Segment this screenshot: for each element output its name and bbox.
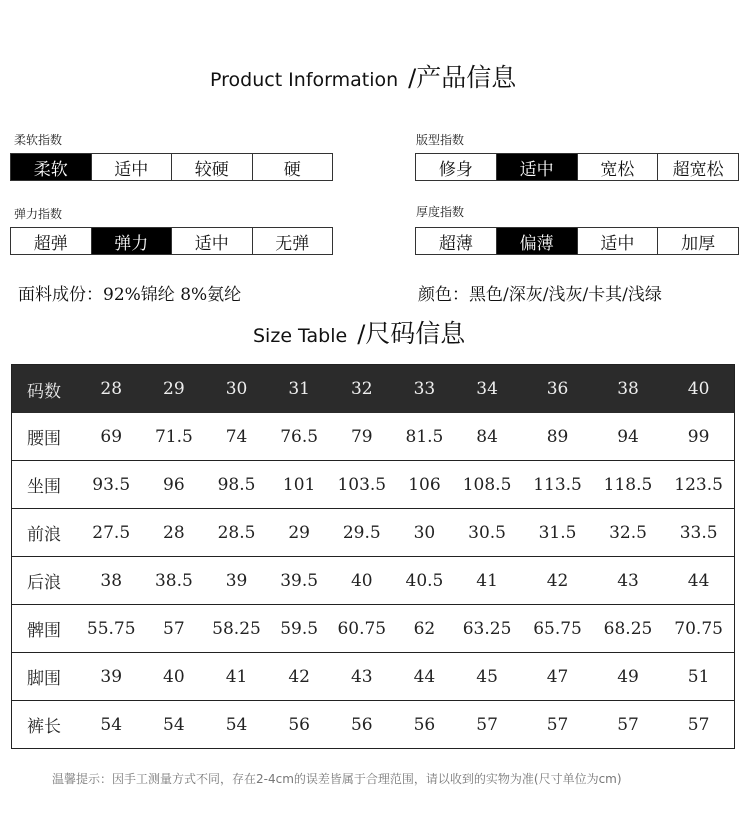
- measurement-value: 63.25: [452, 605, 522, 653]
- measurement-value: 57: [593, 701, 663, 749]
- product-info-title: [210, 58, 516, 94]
- measurement-value: 29.5: [327, 509, 397, 557]
- measurement-value: 56: [272, 701, 327, 749]
- measurement-value: 44: [397, 653, 452, 701]
- product-info-title-en: Product Information: [210, 69, 399, 91]
- measurement-value: 39: [76, 653, 146, 701]
- measurement-value: 76.5: [272, 413, 327, 461]
- measurement-value: 33.5: [663, 509, 734, 557]
- measurement-value: 55.75: [76, 605, 146, 653]
- size-header-label: 码数: [12, 365, 77, 414]
- measurement-value: 93.5: [76, 461, 146, 509]
- measurement-name: 坐围: [12, 461, 77, 509]
- measurement-value: 38.5: [146, 557, 201, 605]
- softness-option: 硬: [253, 154, 333, 180]
- measurement-value: 31.5: [522, 509, 592, 557]
- stretch-option: 适中: [172, 228, 253, 254]
- measurement-value: 28: [146, 509, 201, 557]
- stretch-option: 超弹: [11, 228, 92, 254]
- size-header-cell: 34: [452, 365, 522, 414]
- size-table-title-zh: 尺码信息: [365, 319, 466, 348]
- measurement-value: 30: [397, 509, 452, 557]
- softness-option: 适中: [92, 154, 173, 180]
- title-separator: /: [357, 320, 366, 348]
- measurement-value: 41: [201, 653, 271, 701]
- thickness-option: 适中: [578, 228, 659, 254]
- fabric-composition: 面料成份：92%锦纶 8%氨纶: [18, 285, 242, 305]
- measurement-value: 101: [272, 461, 327, 509]
- measurement-name: 前浪: [12, 509, 77, 557]
- measurement-value: 30.5: [452, 509, 522, 557]
- table-row: [12, 557, 735, 605]
- measurement-value: 65.75: [522, 605, 592, 653]
- measurement-value: 45: [452, 653, 522, 701]
- measurement-value: 94: [593, 413, 663, 461]
- measurement-value: 58.25: [201, 605, 271, 653]
- measurement-value: 74: [201, 413, 271, 461]
- stretch-option: 弹力: [92, 228, 173, 254]
- measurement-value: 106: [397, 461, 452, 509]
- measurement-value: 56: [397, 701, 452, 749]
- fit-label: 版型指数: [416, 133, 465, 147]
- measurement-value: 54: [76, 701, 146, 749]
- measurement-name: 裤长: [12, 701, 77, 749]
- measurement-value: 71.5: [146, 413, 201, 461]
- stretch-scale: [10, 227, 333, 255]
- color-options: 颜色：黑色/深灰/浅灰/卡其/浅绿: [418, 285, 662, 305]
- measurement-value: 40: [146, 653, 201, 701]
- size-header-cell: 29: [146, 365, 201, 414]
- title-separator: /: [408, 64, 417, 92]
- measurement-value: 38: [76, 557, 146, 605]
- measurement-name: 后浪: [12, 557, 77, 605]
- measurement-name: 腰围: [12, 413, 77, 461]
- stretch-option: 无弹: [253, 228, 333, 254]
- measurement-value: 42: [522, 557, 592, 605]
- size-table-header-row: [12, 365, 735, 414]
- stretch-label: 弹力指数: [14, 207, 63, 221]
- table-row: [12, 461, 735, 509]
- measurement-value: 99: [663, 413, 734, 461]
- measurement-value: 40: [327, 557, 397, 605]
- measurement-value: 51: [663, 653, 734, 701]
- table-row: [12, 605, 735, 653]
- measurement-value: 96: [146, 461, 201, 509]
- measurement-value: 44: [663, 557, 734, 605]
- measurement-value: 60.75: [327, 605, 397, 653]
- softness-scale: [10, 153, 333, 181]
- measurement-value: 70.75: [663, 605, 734, 653]
- measurement-name: 髀围: [12, 605, 77, 653]
- measurement-value: 103.5: [327, 461, 397, 509]
- size-header-cell: 40: [663, 365, 734, 414]
- fit-option: 修身: [416, 154, 497, 180]
- size-header-cell: 30: [201, 365, 271, 414]
- measurement-value: 108.5: [452, 461, 522, 509]
- measurement-value: 81.5: [397, 413, 452, 461]
- measurement-value: 57: [146, 605, 201, 653]
- measurement-value: 57: [522, 701, 592, 749]
- measurement-value: 98.5: [201, 461, 271, 509]
- thickness-scale: [415, 227, 739, 255]
- measurement-value: 123.5: [663, 461, 734, 509]
- product-info-title-zh: 产品信息: [416, 63, 517, 92]
- size-header-cell: 38: [593, 365, 663, 414]
- measurement-value: 57: [663, 701, 734, 749]
- measurement-value: 84: [452, 413, 522, 461]
- measurement-value: 39.5: [272, 557, 327, 605]
- softness-option: 较硬: [172, 154, 253, 180]
- size-table-title: [253, 314, 465, 350]
- fit-option: 适中: [497, 154, 578, 180]
- table-row: [12, 701, 735, 749]
- fit-option: 宽松: [578, 154, 659, 180]
- measurement-value: 42: [272, 653, 327, 701]
- measurement-value: 89: [522, 413, 592, 461]
- table-row: [12, 653, 735, 701]
- measurement-name: 脚围: [12, 653, 77, 701]
- table-row: [12, 509, 735, 557]
- softness-label: 柔软指数: [14, 133, 63, 147]
- measurement-value: 29: [272, 509, 327, 557]
- size-header-cell: 28: [76, 365, 146, 414]
- thickness-option: 超薄: [416, 228, 497, 254]
- thickness-option: 偏薄: [497, 228, 578, 254]
- measurement-value: 68.25: [593, 605, 663, 653]
- fit-option: 超宽松: [658, 154, 738, 180]
- measurement-value: 43: [327, 653, 397, 701]
- measurement-value: 59.5: [272, 605, 327, 653]
- measurement-value: 28.5: [201, 509, 271, 557]
- softness-option: 柔软: [11, 154, 92, 180]
- size-header-cell: 31: [272, 365, 327, 414]
- table-row: [12, 413, 735, 461]
- measurement-value: 39: [201, 557, 271, 605]
- size-header-cell: 33: [397, 365, 452, 414]
- size-table: [11, 364, 735, 749]
- measurement-value: 27.5: [76, 509, 146, 557]
- measurement-value: 54: [146, 701, 201, 749]
- size-header-cell: 32: [327, 365, 397, 414]
- measurement-value: 57: [452, 701, 522, 749]
- fit-scale: [415, 153, 739, 181]
- measurement-value: 47: [522, 653, 592, 701]
- measurement-value: 43: [593, 557, 663, 605]
- measurement-value: 32.5: [593, 509, 663, 557]
- measurement-value: 41: [452, 557, 522, 605]
- measurement-value: 113.5: [522, 461, 592, 509]
- measurement-value: 69: [76, 413, 146, 461]
- size-table-title-en: Size Table: [253, 325, 348, 347]
- measurement-value: 49: [593, 653, 663, 701]
- measurement-value: 62: [397, 605, 452, 653]
- measurement-value: 40.5: [397, 557, 452, 605]
- size-header-cell: 36: [522, 365, 592, 414]
- thickness-option: 加厚: [658, 228, 738, 254]
- measurement-value: 118.5: [593, 461, 663, 509]
- thickness-label: 厚度指数: [416, 205, 465, 219]
- measurement-value: 56: [327, 701, 397, 749]
- measurement-value: 79: [327, 413, 397, 461]
- measurement-note: 温馨提示：因手工测量方式不同，存在2-4cm的误差皆属于合理范围，请以收到的实物为准(尺寸单位为cm): [52, 772, 622, 786]
- measurement-value: 54: [201, 701, 271, 749]
